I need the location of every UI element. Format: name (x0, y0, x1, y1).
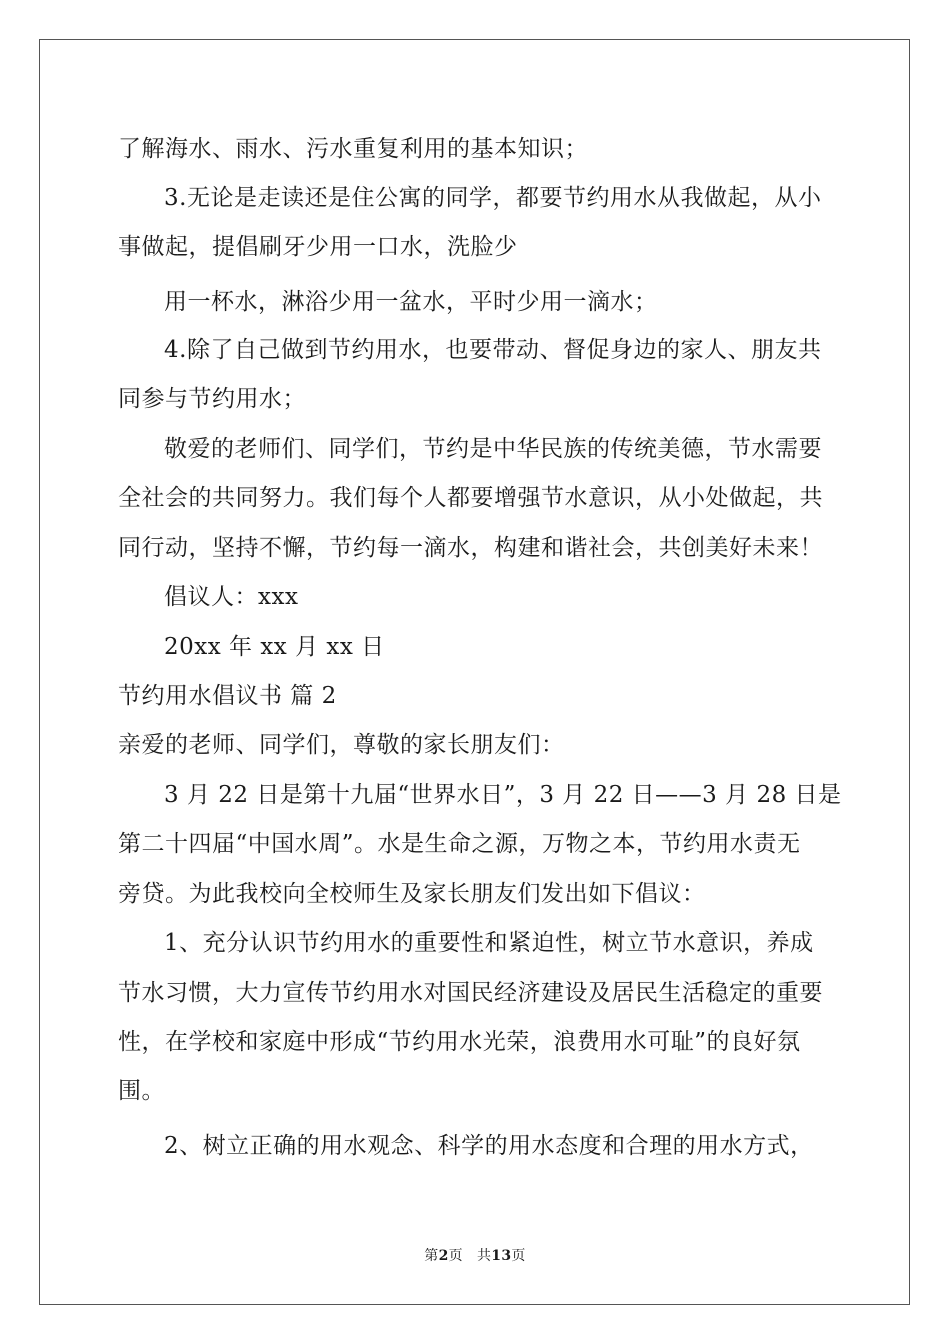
paragraph-line: 3.无论是走读还是住公寓的同学，都要节约用水从我做起，从小 (164, 185, 822, 211)
section-heading: 节约用水倡议书 篇 2 (118, 683, 337, 709)
page-footer (0, 1247, 950, 1265)
paragraph-line: 3 月 22 日是第十九届“世界水日”，3 月 22 日——3 月 28 日是 (164, 782, 842, 808)
page-current: 2 (438, 1248, 449, 1264)
paragraph-line: 2、树立正确的用水观念、科学的用水态度和合理的用水方式， (164, 1133, 814, 1159)
salutation-line: 亲爱的老师、同学们，尊敬的家长朋友们： (118, 732, 565, 758)
paragraph-line: 全社会的共同努力。我们每个人都要增强节水意识，从小处做起，共 (118, 485, 823, 511)
total-unit: 页 (511, 1248, 526, 1264)
paragraph-line: 第二十四届“中国水周”。水是生命之源，万物之本，节约用水责无 (118, 831, 801, 857)
paragraph-line: 性，在学校和家庭中形成“节约用水光荣，浪费用水可耻”的良好氛 (118, 1029, 801, 1055)
paragraph-line: 节水习惯，大力宣传节约用水对国民经济建设及居民生活稳定的重要 (118, 980, 823, 1006)
total-prefix: 共 (476, 1248, 492, 1264)
page-unit: 页 (448, 1248, 463, 1264)
paragraph-line: 围。 (118, 1078, 165, 1104)
total-pages: 13 (491, 1248, 512, 1264)
paragraph-line: 用一杯水，淋浴少用一盆水，平时少用一滴水； (164, 289, 658, 315)
date-line: 20xx 年 xx 月 xx 日 (164, 634, 385, 660)
paragraph-line: 同参与节约用水； (118, 386, 306, 412)
paragraph-line: 4.除了自己做到节约用水，也要带动、督促身边的家人、朋友共 (164, 337, 822, 363)
page-prefix: 第 (424, 1248, 439, 1264)
paragraph-line: 事做起，提倡刷牙少用一口水，洗脸少 (118, 234, 518, 260)
paragraph-line: 同行动，坚持不懈，节约每一滴水，构建和谐社会，共创美好未来！ (118, 535, 823, 561)
paragraph-line: 旁贷。为此我校向全校师生及家长朋友们发出如下倡议： (118, 881, 706, 907)
paragraph-line: 1、充分认识节约用水的重要性和紧迫性，树立节水意识，养成 (164, 930, 814, 956)
paragraph-line: 敬爱的老师们、同学们，节约是中华民族的传统美德，节水需要 (164, 436, 822, 462)
paragraph-line: 了解海水、雨水、污水重复利用的基本知识； (118, 136, 588, 162)
signature-line: 倡议人：xxx (164, 584, 299, 610)
